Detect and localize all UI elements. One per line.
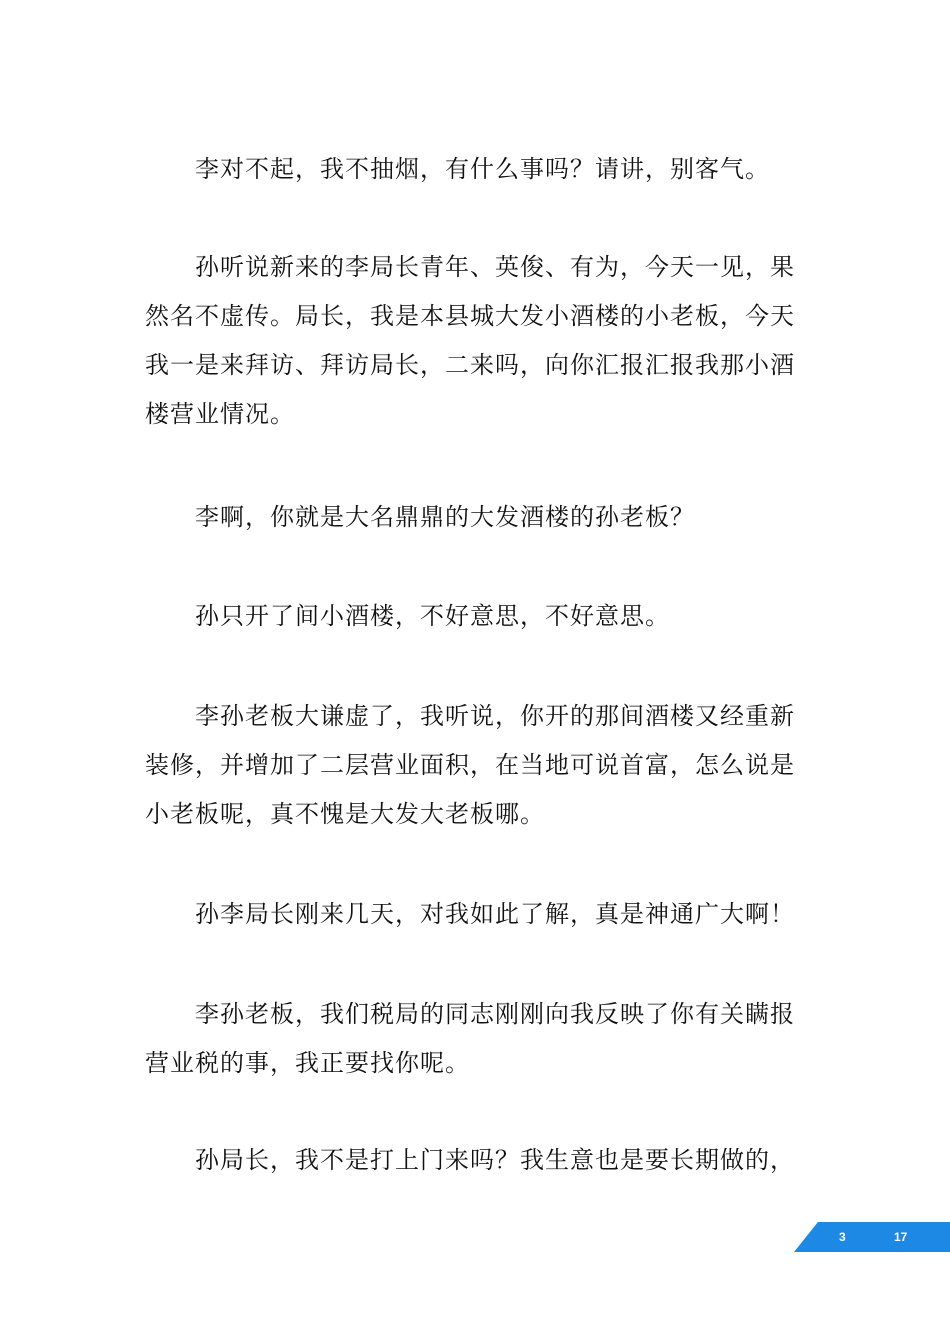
paragraph-7: 李孙老板，我们税局的同志刚刚向我反映了你有关瞒报营业税的事，我正要找你呢。: [145, 1000, 795, 1077]
footer-badge: [794, 1222, 950, 1252]
paragraph-6: 孙李局长刚来几天，对我如此了解，真是神通广大啊！: [195, 900, 795, 928]
page-number: 3: [839, 1230, 846, 1244]
paragraph-8: 孙局长，我不是打上门来吗？我生意也是要长期做的，: [195, 1146, 795, 1174]
paragraph-4: 孙只开了间小酒楼，不好意思，不好意思。: [195, 602, 670, 630]
paragraph-5: 李孙老板大谦虚了，我听说，你开的那间酒楼又经重新装修，并增加了二层营业面积，在当地可说首富，怎么说是小老板呢，真不愧是大发大老板哪。: [145, 702, 795, 828]
page-footer: [794, 1222, 950, 1252]
paragraph-3: 李啊，你就是大名鼎鼎的大发酒楼的孙老板？: [195, 503, 695, 531]
total-pages: 17: [894, 1230, 908, 1244]
paragraph-2: 孙听说新来的李局长青年、英俊、有为，今天一见，果然名不虚传。局长，我是本县城大发小酒楼的小老板，今天我一是来拜访、拜访局长，二来吗，向你汇报汇报我那小酒楼营业情况。: [145, 253, 795, 428]
paragraph-1: 李对不起，我不抽烟，有什么事吗？请讲，别客气。: [195, 155, 770, 183]
